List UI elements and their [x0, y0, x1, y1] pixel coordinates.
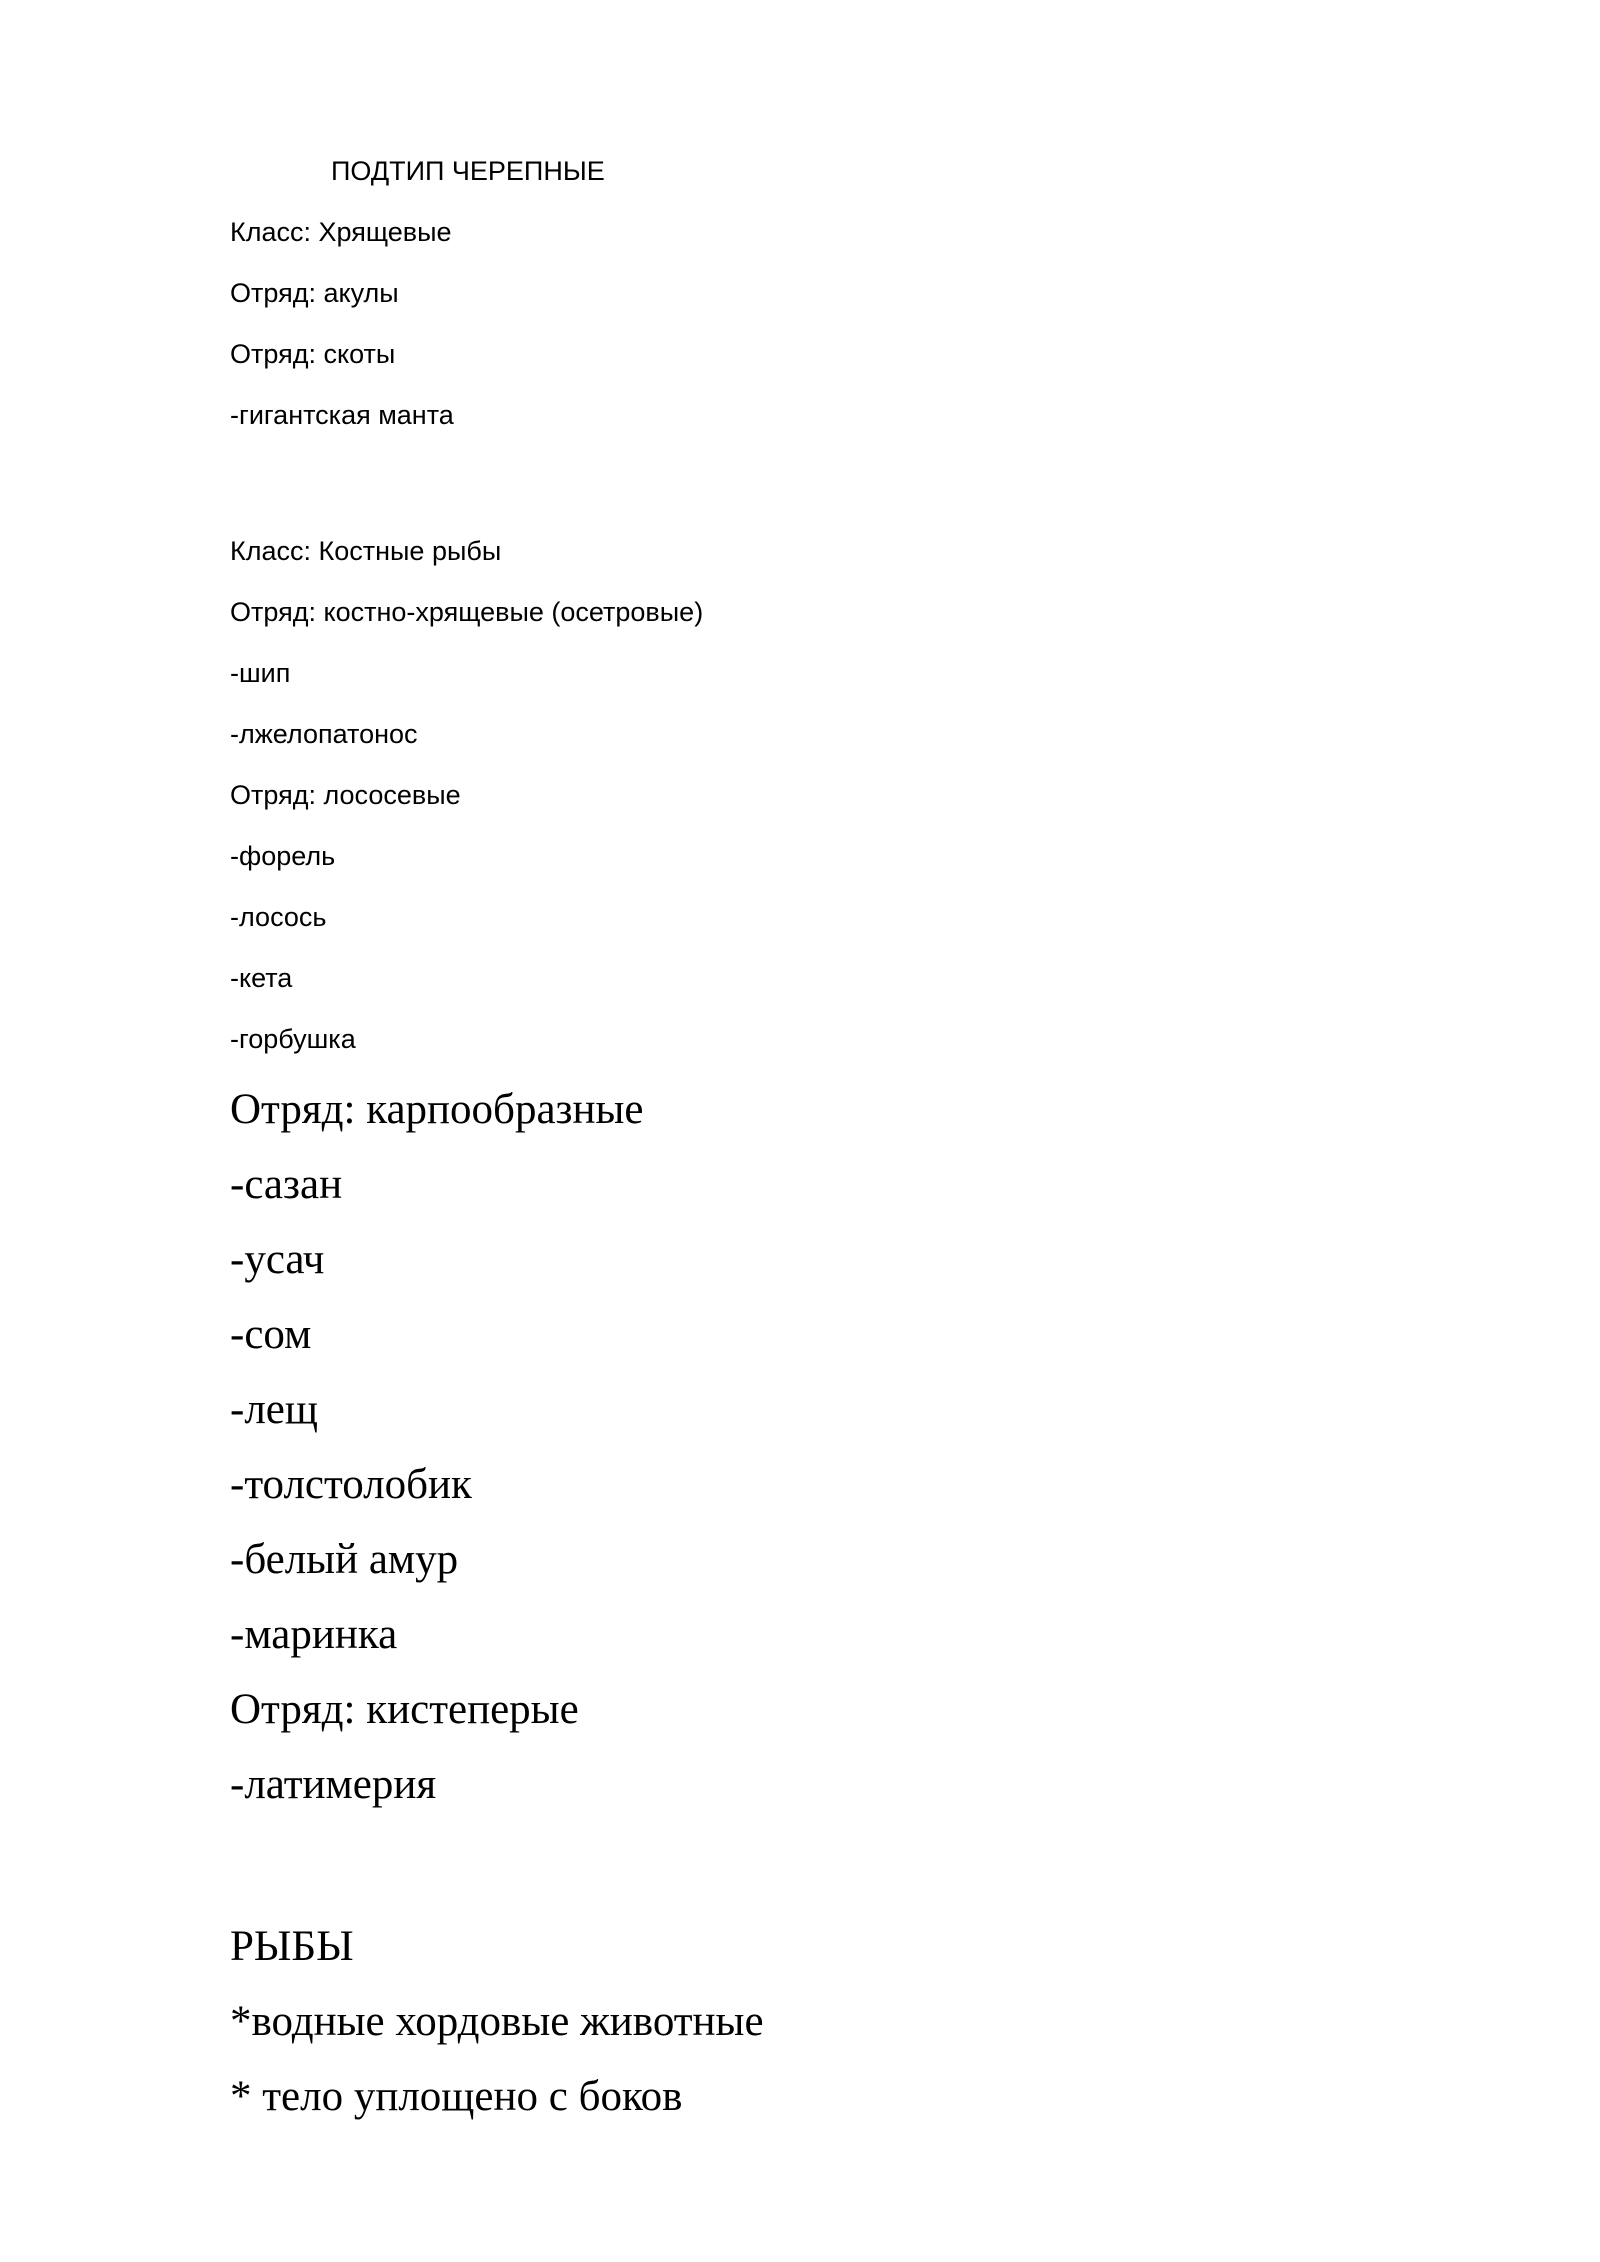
list-item: -толстолобик	[230, 1461, 472, 1508]
list-item: -белый амур	[230, 1536, 459, 1583]
list-item: -лжелопатонос	[230, 719, 418, 749]
fact-item: *водные хордовые животные	[230, 1998, 764, 2045]
order-sturgeons: Отряд: костно-хрящевые (осетровые)	[230, 597, 704, 627]
list-item: -шип	[230, 658, 291, 688]
fact-item: * тело уплощено с боков	[230, 2073, 683, 2120]
list-item: -усач	[230, 1236, 325, 1283]
order-lobe-finned: Отряд: кистеперые	[230, 1686, 579, 1733]
list-item: -сом	[230, 1311, 312, 1358]
list-item: -лещ	[230, 1386, 318, 1433]
list-item: -горбушка	[230, 1024, 356, 1054]
document-title: ПОДТИП ЧЕРЕПНЫЕ	[331, 156, 605, 186]
list-item: -маринка	[230, 1611, 398, 1658]
order-cypriniformes: Отряд: карпообразные	[230, 1086, 644, 1133]
list-item: -гигантская манта	[230, 400, 454, 430]
class-heading-bony-fish: Класс: Костные рыбы	[230, 536, 502, 566]
order-rays: Отряд: скоты	[230, 339, 396, 369]
list-item: -форель	[230, 841, 336, 871]
order-sharks: Отряд: акулы	[230, 278, 399, 308]
order-salmonids: Отряд: лососевые	[230, 780, 461, 810]
list-item: -латимерия	[230, 1761, 437, 1808]
list-item: -лосось	[230, 902, 327, 932]
list-item: -кета	[230, 963, 293, 993]
list-item: -сазан	[230, 1161, 343, 1208]
class-heading-cartilaginous: Класс: Хрящевые	[230, 217, 452, 247]
section-heading-fish: РЫБЫ	[230, 1923, 354, 1970]
